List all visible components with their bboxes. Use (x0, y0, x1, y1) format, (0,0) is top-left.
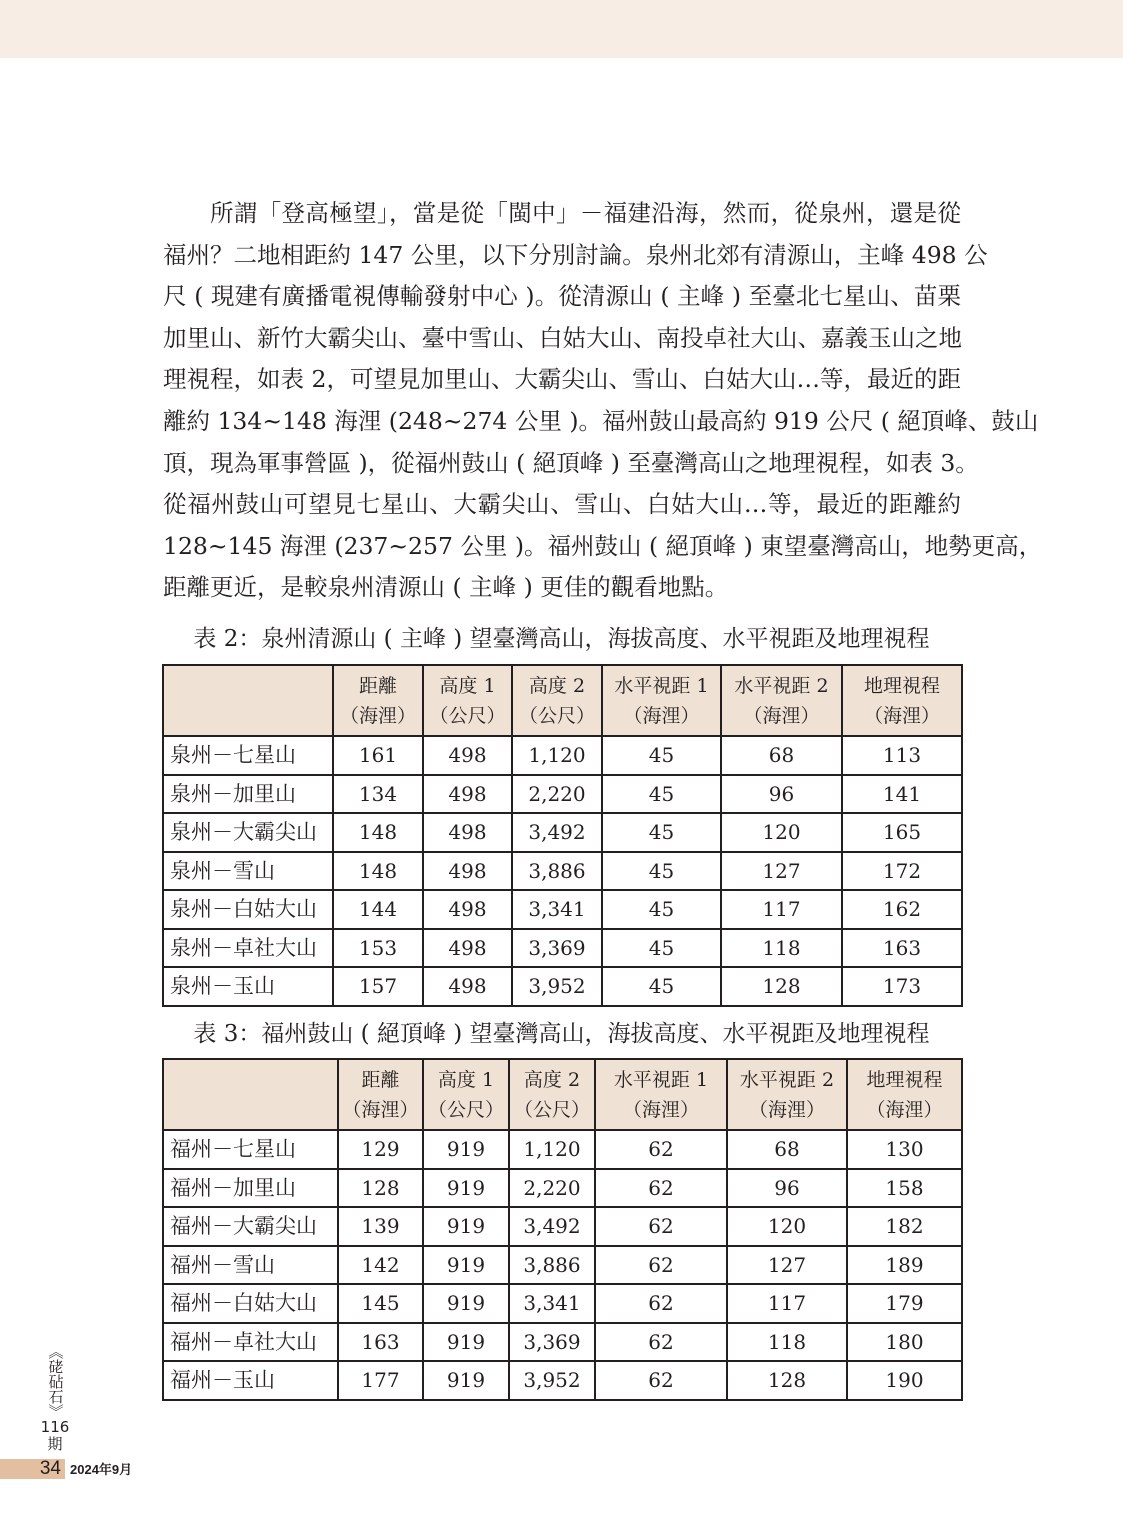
column-label: 高度 2 (528, 674, 586, 697)
value-cell: 62 (595, 1323, 727, 1362)
route-name-cell: 泉州－白姑大山 (163, 890, 333, 929)
value-cell: 62 (595, 1284, 727, 1323)
value-cell: 3,492 (509, 1207, 595, 1246)
value-cell: 142 (338, 1246, 423, 1285)
value-cell: 148 (333, 813, 423, 852)
column-header (423, 665, 512, 736)
column-unit (164, 1095, 337, 1125)
value-cell: 153 (333, 929, 423, 968)
value-cell: 498 (423, 929, 512, 968)
paragraph-line: 尺 ( 現建有廣播電視傳輸發射中心 )。從清源山 ( 主峰 ) 至臺北七星山、苗栗 (163, 282, 961, 311)
column-unit: （公尺） (427, 1098, 504, 1121)
value-cell: 161 (333, 736, 423, 775)
column-label: 距離 (361, 1068, 400, 1091)
value-cell: 45 (602, 967, 721, 1006)
value-cell: 190 (847, 1361, 962, 1400)
column-header (847, 1059, 962, 1130)
value-cell: 3,886 (509, 1246, 595, 1285)
route-name-cell: 福州－白姑大山 (163, 1284, 338, 1323)
value-cell: 1,120 (509, 1130, 595, 1169)
value-cell: 498 (423, 890, 512, 929)
value-cell: 3,952 (512, 967, 602, 1006)
value-cell: 179 (847, 1284, 962, 1323)
value-cell: 919 (423, 1246, 509, 1285)
value-cell: 162 (842, 890, 962, 929)
table-row (163, 775, 962, 814)
value-cell: 113 (842, 736, 962, 775)
column-header (333, 665, 423, 736)
column-header (509, 1059, 595, 1130)
paragraph-line: 128~145 海浬 (237~257 公里 )。福州鼓山 ( 絕頂峰 ) 東望臺灣高山，地勢更高， (163, 531, 1043, 560)
table-row (163, 967, 962, 1006)
value-cell: 96 (727, 1169, 847, 1208)
value-cell: 139 (338, 1207, 423, 1246)
value-cell: 158 (847, 1169, 962, 1208)
value-cell: 145 (338, 1284, 423, 1323)
paragraph-line: 頂，現為軍事營區 )，從福州鼓山 ( 絕頂峰 ) 至臺灣高山之地理視程，如表 3。 (163, 448, 979, 477)
column-header (721, 665, 842, 736)
table-row (163, 1207, 962, 1246)
value-cell: 3,341 (509, 1284, 595, 1323)
value-cell: 189 (847, 1246, 962, 1285)
value-cell: 919 (423, 1130, 509, 1169)
column-unit: （公尺） (518, 704, 595, 727)
route-name-cell: 泉州－玉山 (163, 967, 333, 1006)
value-cell: 127 (721, 852, 842, 891)
column-header (595, 1059, 727, 1130)
value-cell: 144 (333, 890, 423, 929)
route-name-cell: 泉州－卓社大山 (163, 929, 333, 968)
column-label: 地理視程 (866, 1068, 943, 1091)
value-cell: 498 (423, 736, 512, 775)
value-cell: 919 (423, 1361, 509, 1400)
value-cell: 3,886 (512, 852, 602, 891)
value-cell: 45 (602, 813, 721, 852)
value-cell: 173 (842, 967, 962, 1006)
column-unit (164, 701, 332, 731)
value-cell: 148 (333, 852, 423, 891)
value-cell: 130 (847, 1130, 962, 1169)
table-row (163, 1361, 962, 1400)
issue-number: 116 (40, 1418, 70, 1436)
value-cell: 117 (721, 890, 842, 929)
value-cell: 157 (333, 967, 423, 1006)
route-name-cell: 福州－大霸尖山 (163, 1207, 338, 1246)
value-cell: 919 (423, 1207, 509, 1246)
value-cell: 919 (423, 1323, 509, 1362)
value-cell: 3,369 (512, 929, 602, 968)
value-cell: 141 (842, 775, 962, 814)
header-row (163, 1059, 962, 1130)
table-row (163, 1246, 962, 1285)
route-name-cell: 福州－加里山 (163, 1169, 338, 1208)
table-row (163, 890, 962, 929)
value-cell: 128 (721, 967, 842, 1006)
column-label: 水平視距 2 (734, 674, 829, 697)
value-cell: 3,341 (512, 890, 602, 929)
column-unit: （海浬） (342, 1098, 419, 1121)
column-label: 水平視距 1 (614, 674, 709, 697)
value-cell: 134 (333, 775, 423, 814)
column-label (164, 671, 332, 701)
value-cell: 45 (602, 929, 721, 968)
value-cell: 62 (595, 1169, 727, 1208)
value-cell: 919 (423, 1284, 509, 1323)
paragraph-line: 所謂「登高極望」，當是從「閩中」－福建沿海，然而，從泉州，還是從 (210, 199, 961, 227)
route-name-cell: 福州－卓社大山 (163, 1323, 338, 1362)
value-cell: 177 (338, 1361, 423, 1400)
column-unit: （海浬） (748, 1098, 825, 1121)
value-cell: 1,120 (512, 736, 602, 775)
value-cell: 120 (727, 1207, 847, 1246)
table-row (163, 1130, 962, 1169)
column-label: 高度 2 (523, 1068, 581, 1091)
table-2-caption: 表 2：泉州清源山 ( 主峰 ) 望臺灣高山，海拔高度、水平視距及地理視程 (193, 626, 930, 652)
table-row (163, 1169, 962, 1208)
column-label (164, 1065, 337, 1095)
table-row (163, 1323, 962, 1362)
route-name-cell: 福州－玉山 (163, 1361, 338, 1400)
magazine-title: 《硓砧石》 (46, 1343, 65, 1419)
value-cell: 182 (847, 1207, 962, 1246)
value-cell: 128 (338, 1169, 423, 1208)
table-2 (162, 664, 963, 1007)
paragraph-line: 從福州鼓山可望見七星山、大霸尖山、雪山、白姑大山…等，最近的距離約 (163, 490, 961, 519)
value-cell: 45 (602, 890, 721, 929)
column-unit: （公尺） (513, 1098, 590, 1121)
value-cell: 68 (727, 1130, 847, 1169)
column-label: 高度 1 (439, 674, 496, 697)
paragraph-line: 加里山、新竹大霸尖山、臺中雪山、白姑大山、南投卓社大山、嘉義玉山之地 (163, 323, 962, 352)
column-header (338, 1059, 423, 1130)
table-row (163, 852, 962, 891)
paragraph-line: 福州？二地相距約 147 公里，以下分別討論。泉州北郊有清源山，主峰 498 公 (163, 240, 988, 269)
column-unit: （海浬） (622, 1098, 699, 1121)
value-cell: 68 (721, 736, 842, 775)
column-label: 地理視程 (863, 674, 940, 697)
value-cell: 45 (602, 775, 721, 814)
value-cell: 62 (595, 1246, 727, 1285)
value-cell: 62 (595, 1361, 727, 1400)
table-3-caption: 表 3：福州鼓山 ( 絕頂峰 ) 望臺灣高山，海拔高度、水平視距及地理視程 (193, 1021, 930, 1047)
value-cell: 118 (727, 1323, 847, 1362)
value-cell: 129 (338, 1130, 423, 1169)
body-paragraph (163, 193, 1043, 609)
route-name-cell: 泉州－加里山 (163, 775, 333, 814)
page-number: 34 (39, 1458, 61, 1479)
value-cell: 165 (842, 813, 962, 852)
route-name-cell: 泉州－七星山 (163, 736, 333, 775)
value-cell: 2,220 (509, 1169, 595, 1208)
paragraph-line: 距離更近，是較泉州清源山 ( 主峰 ) 更佳的觀看地點。 (163, 573, 729, 602)
route-name-cell: 福州－雪山 (163, 1246, 338, 1285)
column-unit: （海浬） (339, 704, 416, 727)
column-header (163, 665, 333, 736)
column-header (842, 665, 962, 736)
column-unit: （海浬） (866, 1098, 943, 1121)
value-cell: 163 (338, 1323, 423, 1362)
value-cell: 117 (727, 1284, 847, 1323)
column-label: 水平視距 1 (613, 1068, 709, 1091)
column-header (602, 665, 721, 736)
value-cell: 3,952 (509, 1361, 595, 1400)
table-row (163, 813, 962, 852)
value-cell: 120 (721, 813, 842, 852)
issue-date: 2024年9月 (70, 1462, 133, 1477)
issue-suffix: 期 (47, 1435, 63, 1453)
value-cell: 96 (721, 775, 842, 814)
value-cell: 62 (595, 1130, 727, 1169)
column-header (512, 665, 602, 736)
top-band (0, 0, 1123, 58)
value-cell: 45 (602, 852, 721, 891)
route-name-cell: 泉州－大霸尖山 (163, 813, 333, 852)
table-3 (162, 1058, 963, 1401)
column-header (423, 1059, 509, 1130)
column-unit: （海浬） (743, 704, 820, 727)
paragraph-line: 離約 134~148 海浬 (248~274 公里 )。福州鼓山最高約 919 公尺 ( 絕頂峰、鼓山 (163, 406, 1039, 435)
value-cell: 498 (423, 852, 512, 891)
value-cell: 172 (842, 852, 962, 891)
value-cell: 128 (727, 1361, 847, 1400)
header-row (163, 665, 962, 736)
column-label: 高度 1 (437, 1068, 495, 1091)
column-header (727, 1059, 847, 1130)
column-unit: （公尺） (429, 704, 506, 727)
route-name-cell: 泉州－雪山 (163, 852, 333, 891)
route-name-cell: 福州－七星山 (163, 1130, 338, 1169)
value-cell: 62 (595, 1207, 727, 1246)
page-number-tab (0, 1459, 65, 1479)
value-cell: 127 (727, 1246, 847, 1285)
value-cell: 118 (721, 929, 842, 968)
column-unit: （海浬） (863, 704, 940, 727)
table-row (163, 1284, 962, 1323)
magazine-sidebar (40, 1343, 70, 1453)
column-unit: （海浬） (623, 704, 700, 727)
value-cell: 498 (423, 813, 512, 852)
value-cell: 3,369 (509, 1323, 595, 1362)
column-header (163, 1059, 338, 1130)
value-cell: 498 (423, 775, 512, 814)
table-row (163, 736, 962, 775)
value-cell: 2,220 (512, 775, 602, 814)
table-row (163, 929, 962, 968)
value-cell: 498 (423, 967, 512, 1006)
column-label: 水平視距 2 (739, 1068, 835, 1091)
column-label: 距離 (358, 674, 397, 697)
value-cell: 919 (423, 1169, 509, 1208)
paragraph-line: 理視程，如表 2，可望見加里山、大霸尖山、雪山、白姑大山…等，最近的距 (163, 365, 961, 394)
value-cell: 180 (847, 1323, 962, 1362)
value-cell: 45 (602, 736, 721, 775)
value-cell: 163 (842, 929, 962, 968)
value-cell: 3,492 (512, 813, 602, 852)
